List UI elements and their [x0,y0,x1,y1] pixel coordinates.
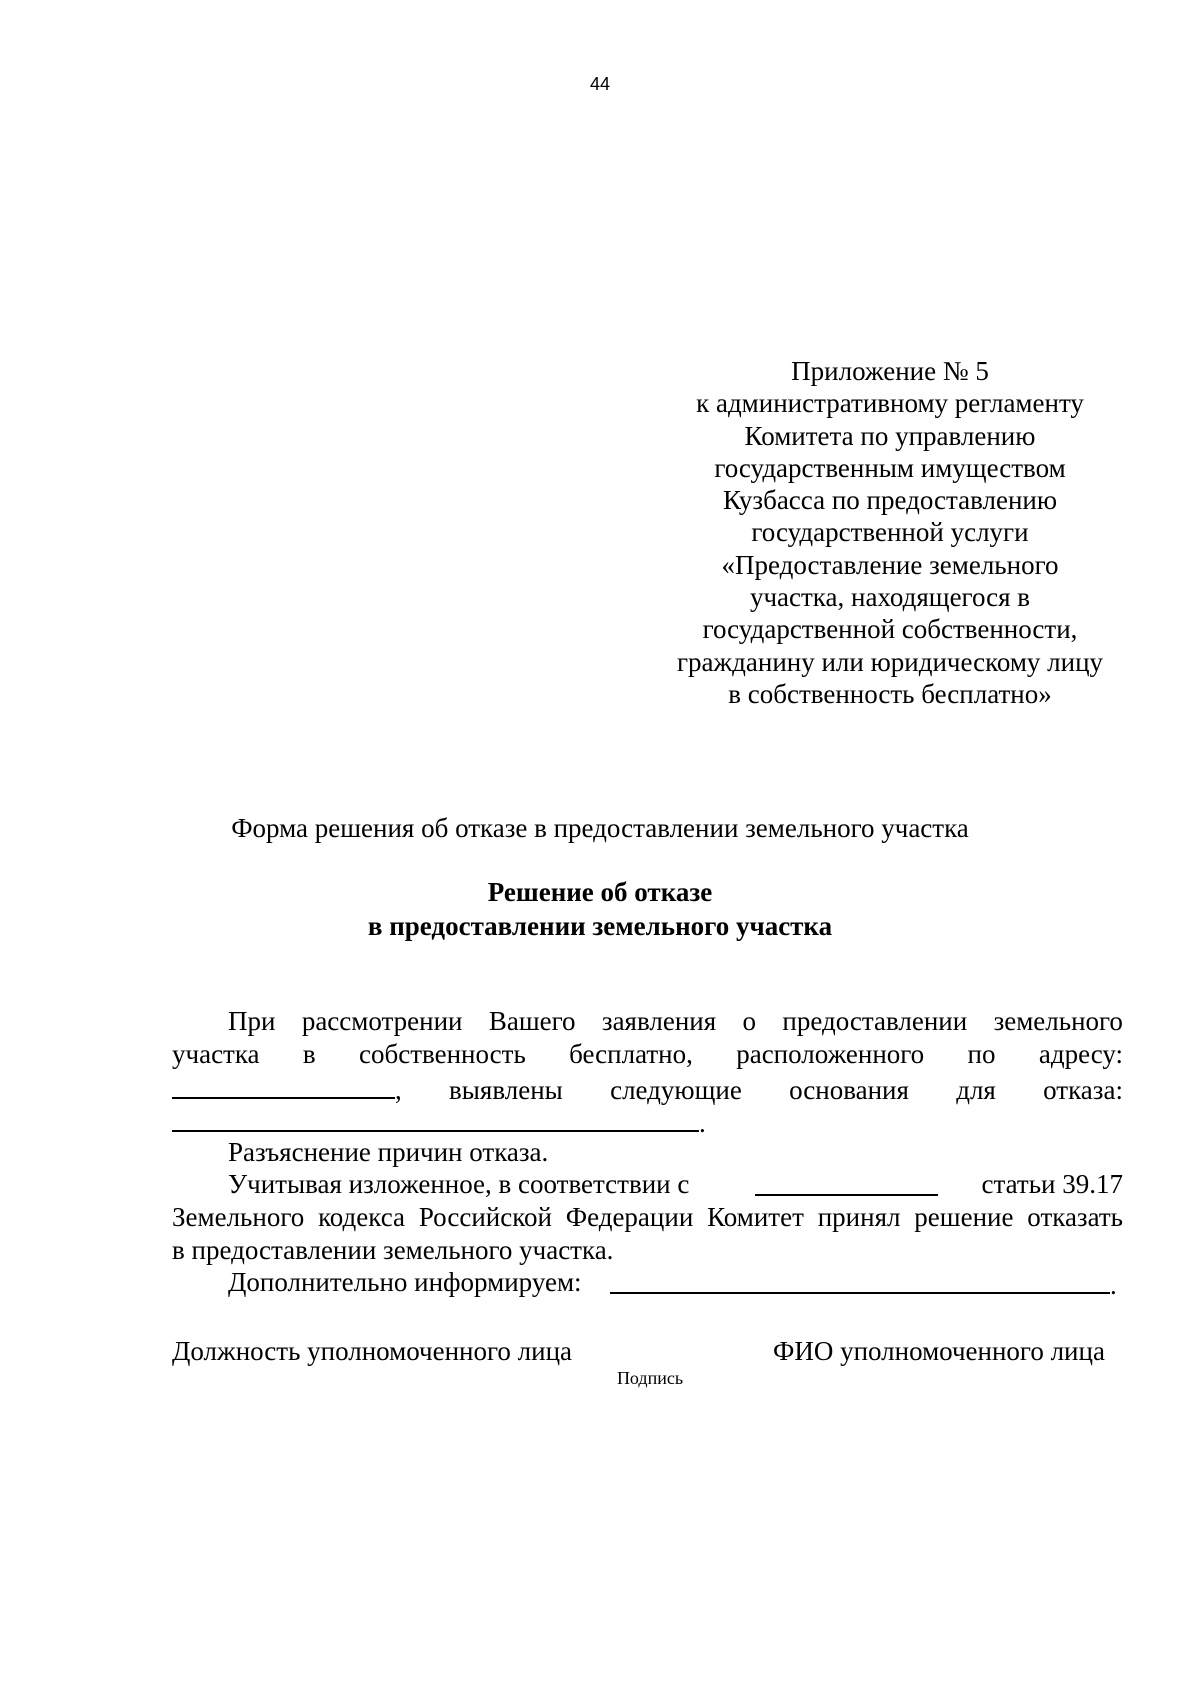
additional-info-blank [610,1266,1110,1294]
word: следующие [610,1075,742,1105]
period: . [699,1108,706,1138]
appendix-line: к административному регламенту [696,388,1084,419]
body-paragraph-1-line-2 [172,1038,1123,1070]
text: статьи 39.17 [981,1169,1123,1199]
body-paragraph-2: Разъяснение причин отказа. [228,1137,549,1167]
appendix-line: государственной собственности, [702,614,1078,645]
appendix-line: государственным имуществом [714,452,1066,483]
word: адресу: [1038,1039,1123,1069]
word: основания [789,1075,909,1105]
appendix-line: «Предоставление земельного [721,549,1059,580]
word: расположенного [736,1039,925,1069]
word: в [302,1039,316,1069]
word: земельного [993,1006,1123,1036]
word: Вашего [488,1006,576,1036]
signature-name: ФИО уполномоченного лица [773,1336,1105,1366]
period: . [1110,1270,1117,1300]
decision-title-line1: Решение об отказе [487,877,713,907]
word: по [967,1039,996,1069]
word: заявления [601,1006,717,1036]
address-blank [172,1071,395,1099]
word: отказа: [1043,1075,1123,1105]
word: собственность [359,1039,526,1069]
appendix-line: Кузбасса по предоставлению [722,485,1058,516]
comma: , [395,1075,402,1105]
article-clause-blank [755,1168,938,1196]
appendix-line: участка, находящегося в [749,582,1031,613]
word: предоставлении [782,1006,968,1036]
word: участка [172,1039,260,1069]
body-paragraph-1-line-3 [172,1071,1123,1106]
word: При [228,1006,276,1036]
decision-title-line2: в предоставлении земельного участка [367,911,833,941]
refusal-grounds-blank [172,1104,699,1132]
word: бесплатно, [569,1039,693,1069]
form-title: Форма решения об отказе в предоставлении земельного участка [231,813,969,843]
text: Учитывая изложенное, в соответствии с [228,1169,690,1199]
body-paragraph-1-line-1 [228,1005,1123,1037]
signature-label: Подпись [616,1368,684,1388]
signature-position: Должность уполномоченного лица [172,1336,573,1366]
word: выявлены [449,1075,563,1105]
appendix-line: в собственность бесплатно» [728,678,1052,709]
appendix-line: гражданину или юридическому лицу [676,646,1104,677]
body-paragraph-3-line-2: Земельного кодекса Российской Федерации Комитет принял решение отказать [172,1202,1123,1232]
decision-title [0,875,1200,943]
text: Дополнительно информируем: [228,1267,582,1297]
body-paragraph-4 [228,1266,582,1298]
body-paragraph-3-line-3: в предоставлении земельного участка. [172,1235,614,1265]
appendix-line: Комитета по управлению [744,420,1036,451]
page-number: 44 [589,74,611,94]
word: о [742,1006,757,1036]
word: рассмотрении [301,1006,463,1036]
body-paragraph-3-line-1 [228,1168,1123,1200]
address-field [172,1071,402,1106]
appendix-header [640,355,1140,710]
appendix-line: государственной услуги [751,517,1029,548]
appendix-line: Приложение № 5 [791,356,989,386]
word: для [956,1075,996,1105]
additional-info-field [610,1266,1117,1301]
body-paragraph-1-line-4 [172,1104,706,1139]
